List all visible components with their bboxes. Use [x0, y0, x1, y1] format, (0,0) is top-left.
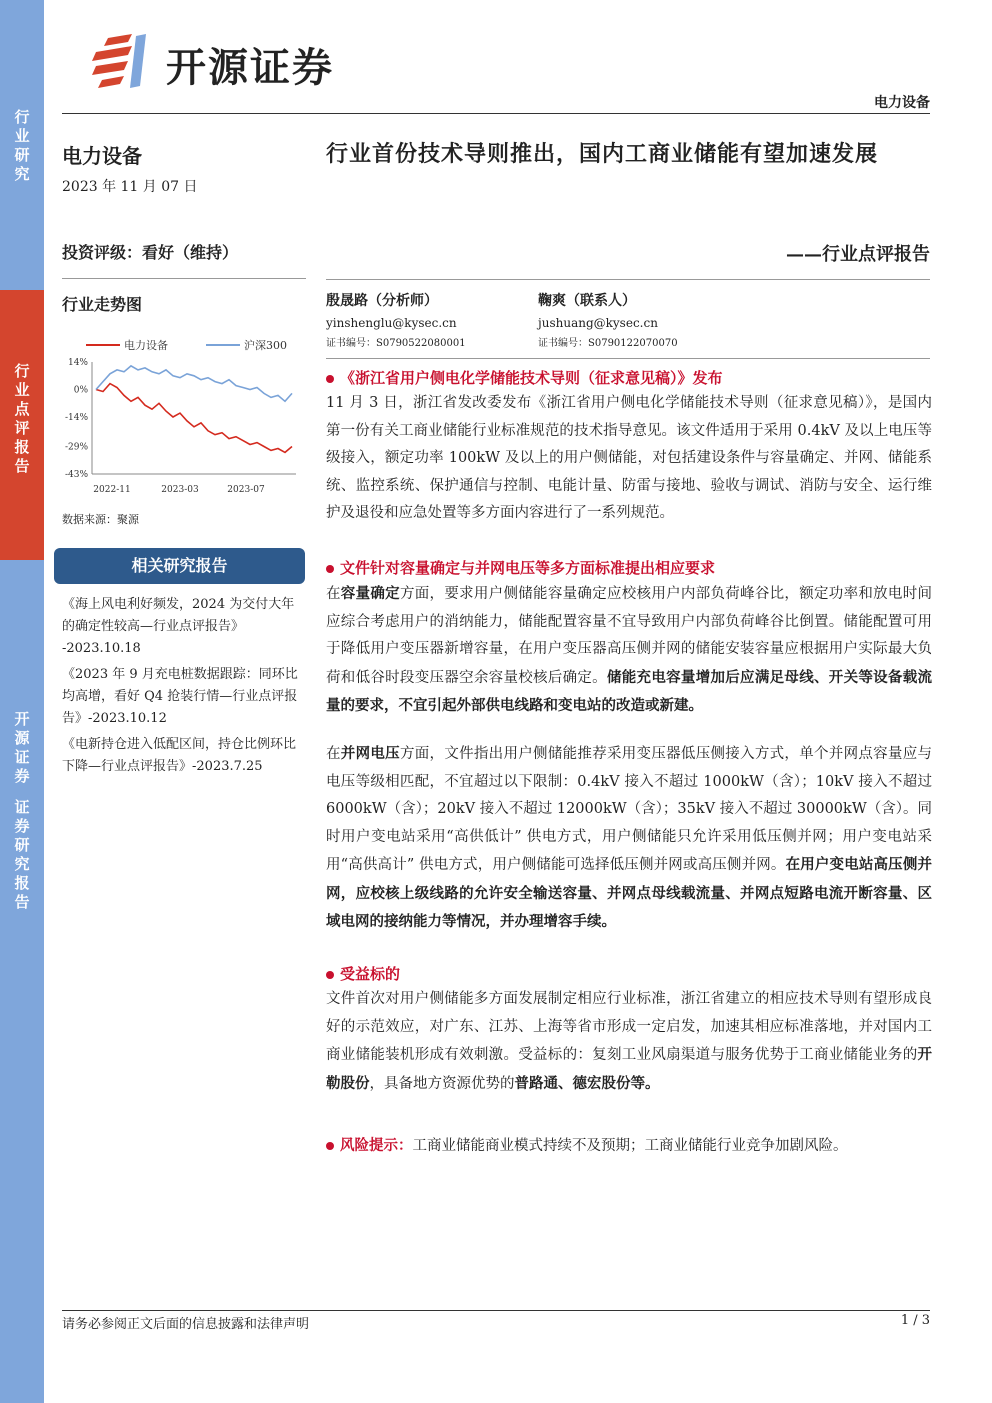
- series-line-0: [96, 384, 292, 453]
- top-char: 业: [14, 127, 30, 145]
- sidebar: [0, 0, 44, 1403]
- related-report-date: -2023.7.25: [192, 759, 263, 774]
- bottom-char: 研: [14, 836, 30, 854]
- body-keyword: 容量确定: [340, 585, 400, 602]
- top-char: 研: [14, 146, 30, 164]
- analyst-rule: [326, 358, 930, 359]
- bottom-char: 源: [14, 729, 30, 747]
- trend-chart: [56, 334, 306, 500]
- middle-char: 点: [14, 400, 30, 418]
- contact-cert: 证书编号：S0790122070070: [538, 338, 678, 349]
- y-tick-label: -43%: [64, 470, 88, 480]
- analyst-name: 殷晟路（分析师）: [326, 293, 438, 309]
- section-body: [326, 986, 932, 1098]
- analyst-card: [326, 290, 526, 354]
- related-report-title: 《海上风电利好频发，2024 为交付大年的确定性较高—行业点评报告》: [62, 597, 295, 634]
- section-heading: [326, 962, 400, 986]
- top-char: 行: [14, 108, 30, 126]
- y-tick-label: -29%: [64, 442, 88, 453]
- analyst-cert: 证书编号：S0790522080001: [326, 338, 466, 349]
- risk-text: 工商业储能商业模式持续不及预期；工商业储能行业竞争加剧风险。: [412, 1138, 848, 1154]
- body-text: 在: [326, 586, 341, 602]
- sidebar-label-middle: [0, 362, 44, 476]
- body-text: 文件首次对用户侧储能多方面发展制定相应行业标准，浙江省建立的相应技术导则有望形成良好的示范效应，对广东、江苏、上海等省市形成一定启发，加速其相应标准落地，并对国内工商业储能装机形成有效刺激。受益标的：复刻工业风扇渠道与服务优势于工商业储能业务的: [326, 991, 932, 1063]
- data-source: 数据来源：聚源: [62, 513, 139, 526]
- body-emphasis: 普路通、德宏股份等。: [514, 1074, 660, 1092]
- footer-rule: [62, 1310, 930, 1311]
- section-heading: [326, 366, 723, 390]
- body-keyword: 并网电压: [340, 745, 400, 762]
- middle-char: 告: [14, 457, 30, 475]
- body-text: 在: [326, 746, 341, 762]
- bottom-char: 证: [14, 798, 30, 816]
- title-rule: [326, 279, 930, 280]
- risk-note: [326, 1132, 932, 1161]
- bullet-icon: [326, 1142, 334, 1150]
- bottom-char: 告: [14, 893, 30, 911]
- middle-char: 行: [14, 362, 30, 380]
- brand-name: 开源证券: [166, 45, 334, 91]
- contact-name: 鞠爽（联系人）: [538, 293, 636, 309]
- bottom-char: 究: [14, 855, 30, 873]
- body-text: 方面，要求用户侧储能容量确定应校核用户内部负荷峰谷比，额定功率和放电时间应综合考虑用户的消纳能力，储能配置容量不宜导致用户内部负荷峰谷比倒置。储能配置可用于降低用户变压器新增容量，在用户变压器高压侧并网的储能安装容量应根据用户实际最大负荷和低谷时段变压器空余容量校核后确定。: [326, 586, 933, 686]
- section-heading-text: 文件针对容量确定与并网电压等多方面标准提出相应要求: [340, 559, 716, 577]
- body-emphasis: 开勒股份: [326, 1046, 932, 1092]
- y-tick-label: 0%: [73, 385, 88, 396]
- legend-label: 电力设备: [124, 339, 168, 352]
- body-emphasis: 在用户变电站高压侧并网，应校核上级线路的允许安全输送容量、并网点母线载流量、并网点短路电流开断容量、区域电网的接纳能力等情况，并办理增容手续。: [326, 856, 933, 930]
- x-tick-label: 2023-03: [161, 485, 199, 495]
- related-report-item[interactable]: [62, 664, 306, 730]
- section-body: [326, 580, 932, 721]
- bullet-icon: [326, 971, 334, 979]
- related-report-date: -2023.10.12: [88, 711, 167, 726]
- investment-rating: 投资评级：看好（维持）: [62, 243, 239, 262]
- top-char: 究: [14, 165, 30, 183]
- body-emphasis: 储能充电容量增加后应满足母线、开关等设备载流量的要求，不宜引起外部供电线路和变电站的改造或新建。: [326, 668, 933, 714]
- sidebar-label-bottom: [0, 710, 44, 912]
- y-tick-label: 14%: [67, 358, 88, 368]
- trend-title: 行业走势图: [62, 295, 143, 314]
- middle-char: 业: [14, 381, 30, 399]
- sector-name: 电力设备: [62, 144, 142, 168]
- left-rule: [62, 278, 306, 279]
- related-report-title: 《电新持仓进入低配区间，持仓比例环比下降—行业点评报告》: [62, 737, 297, 774]
- bottom-char: [0, 786, 44, 798]
- sector-tag: 电力设备: [874, 95, 930, 111]
- section-body: [326, 740, 932, 937]
- report-subtitle: ——行业点评报告: [786, 244, 930, 265]
- section-heading: [326, 556, 715, 580]
- header-rule: [62, 113, 930, 114]
- bottom-char: 报: [14, 874, 30, 892]
- related-report-date: -2023.10.18: [62, 641, 141, 656]
- middle-char: 报: [14, 438, 30, 456]
- bottom-char: 证: [14, 748, 30, 766]
- analyst-email[interactable]: yinshenglu@kysec.cn: [326, 316, 457, 330]
- related-reports-header: 相关研究报告: [54, 548, 305, 584]
- section-heading-text: 受益标的: [340, 965, 401, 983]
- page-number: 1 / 3: [900, 1313, 930, 1328]
- risk-heading: 风险提示：: [340, 1137, 413, 1154]
- x-tick-label: 2023-07: [227, 485, 265, 495]
- bottom-char: 开: [14, 710, 30, 728]
- bottom-char: 券: [14, 817, 30, 835]
- legend-label: 沪深300: [244, 339, 287, 352]
- contact-card: [538, 290, 738, 354]
- y-tick-label: -14%: [64, 413, 88, 424]
- brand-logo-icon: [88, 30, 158, 90]
- contact-email[interactable]: jushuang@kysec.cn: [538, 316, 658, 330]
- related-report-item[interactable]: [62, 734, 306, 778]
- x-tick-label: 2022-11: [93, 485, 131, 495]
- bottom-char: 券: [14, 767, 30, 785]
- body-text: 方面，文件指出用户侧储能推荐采用变压器低压侧接入方式，单个并网点容量应与电压等级相匹配，不宜超过以下限制：0.4kV 接入不超过 1000kW（含）；10kV 接入不超过 6000kW（含）；20kV 接入不超过 12000kW（含）；35kV 接入不超过 30000kW（含）。同时用户变电站采用“高供低计” 供电方式，用户侧储能只允许采用低压侧并网；用户变电站采用“高供高计” 供电方式，用户侧储能可选择低压侧并网或高压侧并网。: [326, 746, 933, 873]
- sidebar-label-top: [0, 108, 44, 184]
- related-reports-list: [62, 594, 306, 782]
- bullet-icon: [326, 565, 334, 573]
- related-report-title: 《2023 年 9 月充电桩数据跟踪：同环比均高增，看好 Q4 抢装行情—行业点评报告》: [62, 667, 298, 726]
- section-heading-text: 《浙江省用户侧电化学储能技术导则（征求意见稿）》发布: [340, 369, 723, 387]
- body-text: ，具备地方资源优势的: [369, 1075, 515, 1092]
- related-report-item[interactable]: [62, 594, 306, 660]
- footer-disclaimer: 请务必参阅正文后面的信息披露和法律声明: [62, 1317, 310, 1332]
- report-title: 行业首份技术导则推出，国内工商业储能有望加速发展: [326, 141, 879, 167]
- section-body: 11 月 3 日，浙江省发改委发布《浙江省用户侧电化学储能技术导则（征求意见稿）》，是国内第一份有关工商业储能行业标准规范的技术指导意见。该文件适用于采用 0.4kV 及以上电压等级接入，额定功率 100kW 及以上的用户侧储能，对包括建设条件与容量确定、并网、储能系统、监控系统、保护通信与控制、电能计量、防雷与接地、验收与调试、消防与安全、运行维护及退役和应急处置等多方面内容进行了一系列规范。: [326, 395, 932, 521]
- middle-char: 评: [14, 419, 30, 437]
- bullet-icon: [326, 375, 334, 383]
- report-date: 2023 年 11 月 07 日: [62, 179, 198, 195]
